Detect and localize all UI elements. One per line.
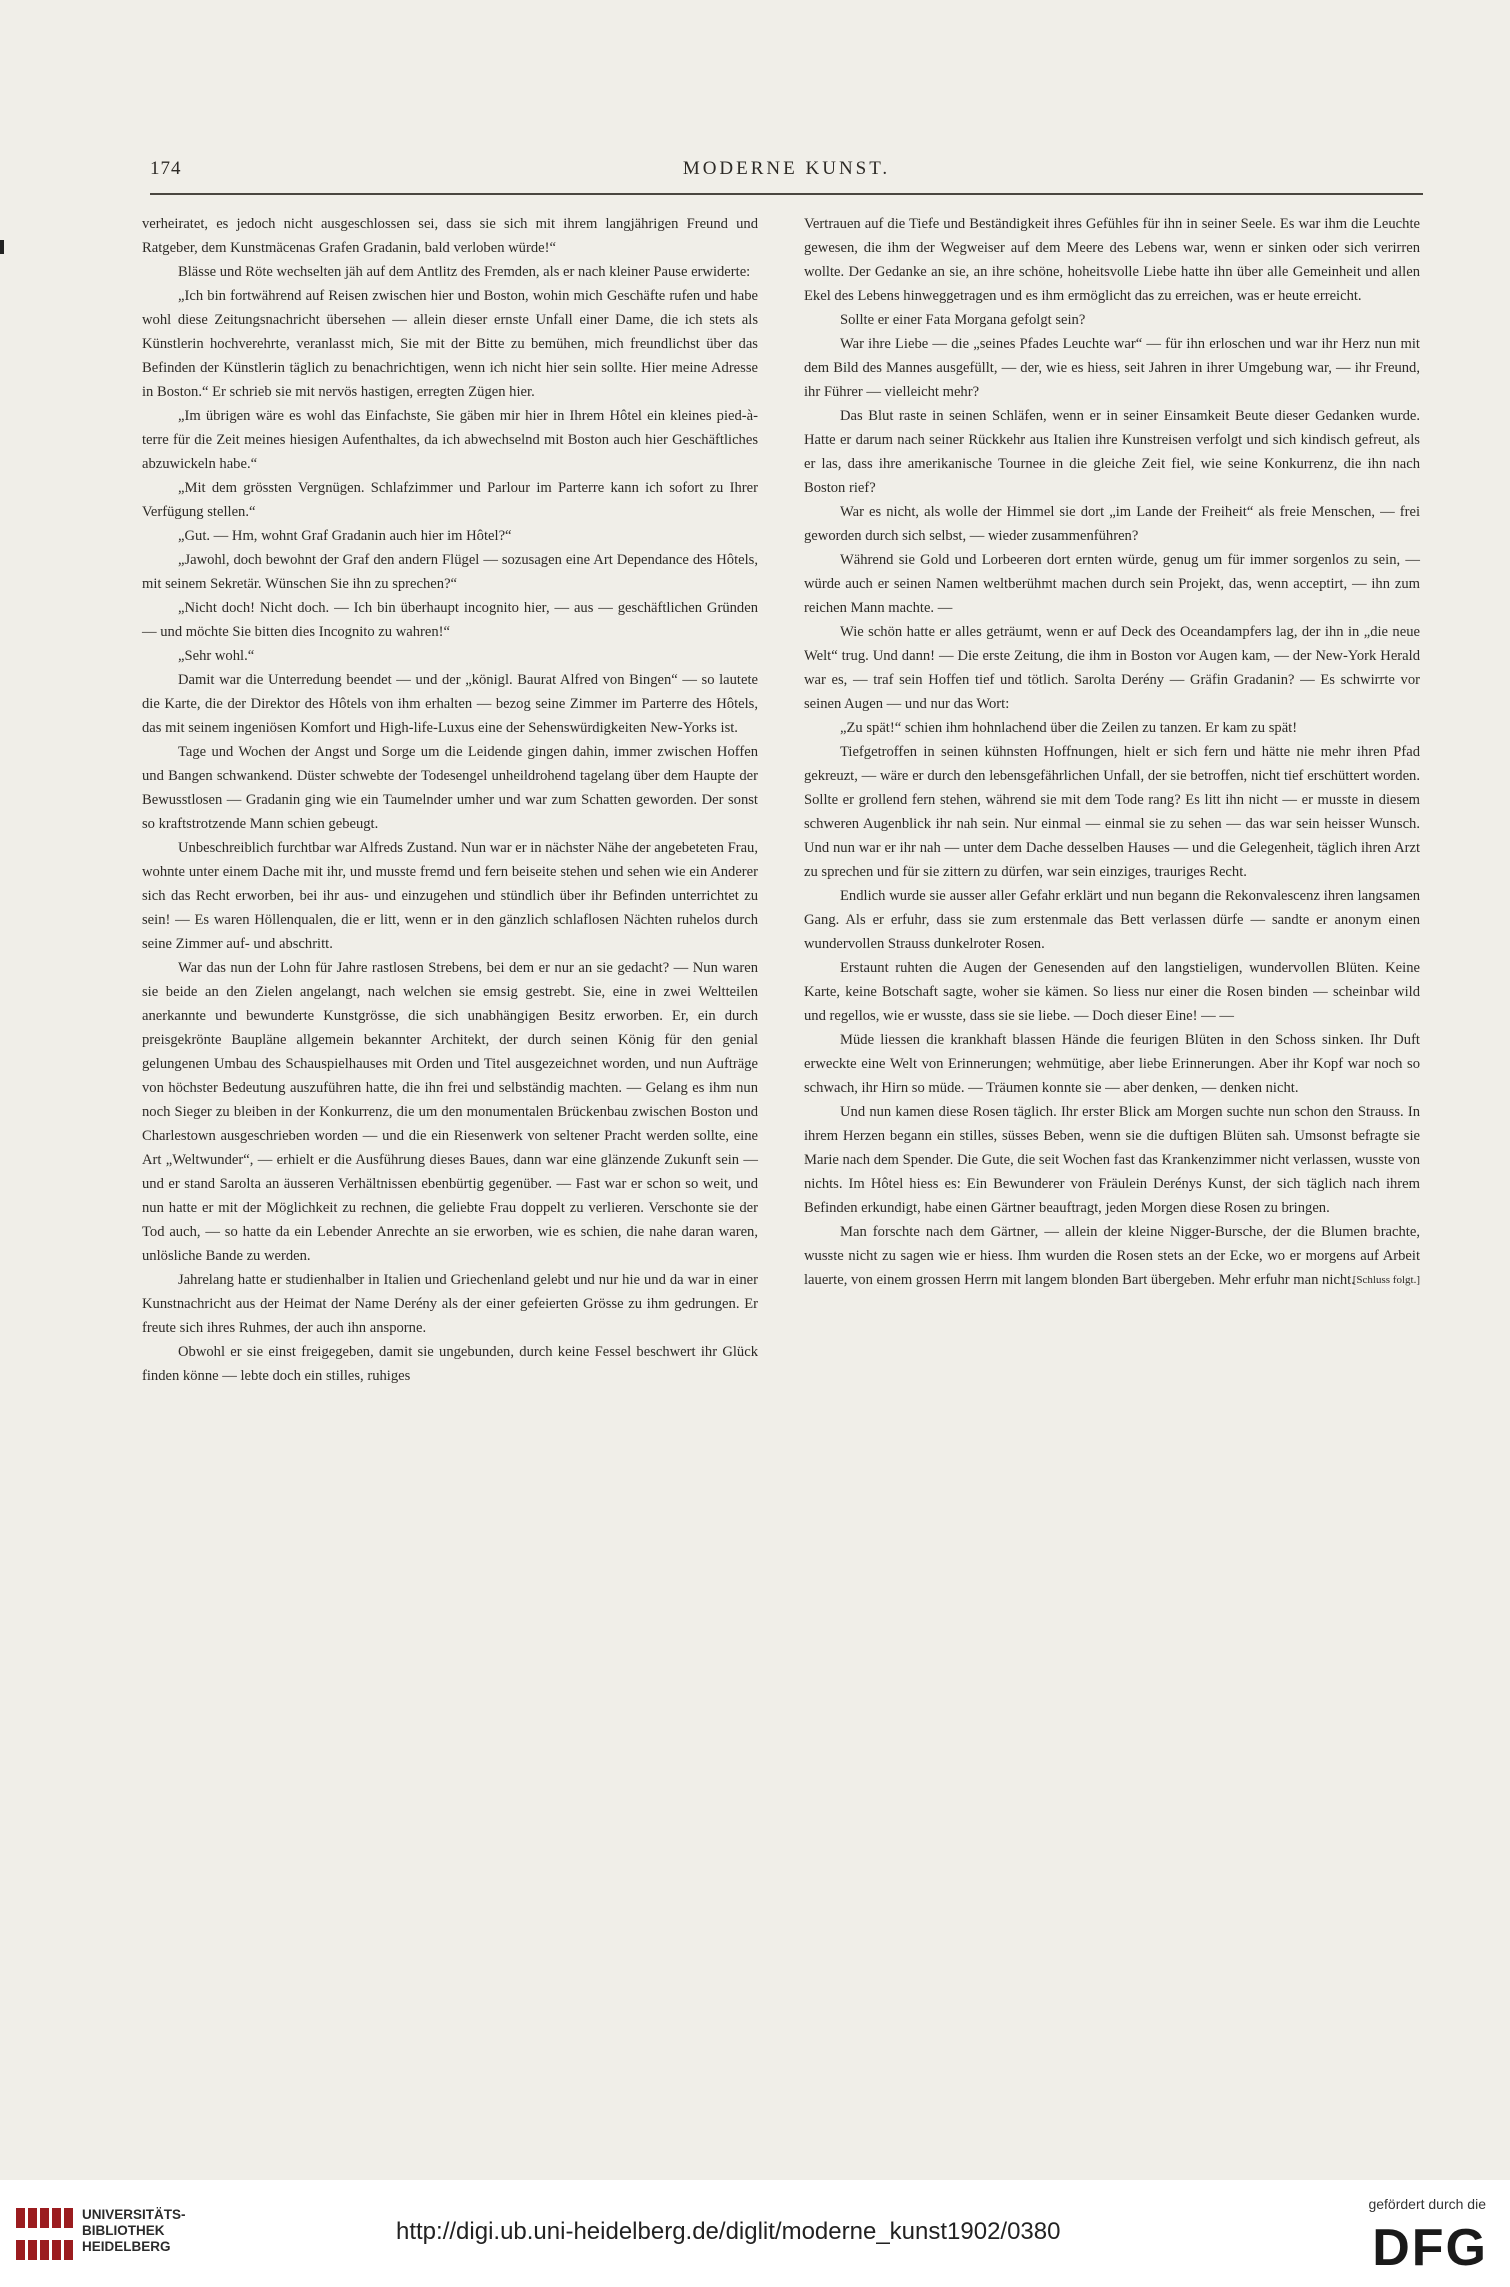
paragraph: War das nun der Lohn für Jahre rastlosen Strebens, bei dem er nur an sie gedacht? — Nun waren sie beide an den Zielen angelangt, nach welchen sie emsig gestrebt. Sie, eine in zwei Weltteilen anerkannte und bewunderte Kunstgrösse, die sich unabhängigen Besitz erworben. Er, ein durch preisgekrönte Baupläne allgemein bekannter Architekt, der durch seinen König für den genial gelungenen Umbau des Schauspielhauses mit Orden und Titel ausgezeichnet worden, und nun Aufträge von höchster Bedeutung auszuführen hatte, die ihn frei und selbständig machten. — Gelang es ihm nun noch Sieger zu bleiben in der Konkurrenz, die um den monumentalen Brückenbau zwischen Boston und Charlestown ausgeschrieben worden — und die ein Riesenwerk von seltener Pracht werden sollte, eine Art „Weltwunder“, — erhielt er die Ausführung dieses Baues, dann war eine glänzende Zukunft sein — und er stand Sarolta an äusseren Verhältnissen ebenbürtig gegenüber. — Fast war er schon so weit, und nun hatte er mit der Möglichkeit zu rechnen, die geliebte Frau doppelt zu verlieren. Verschonte sie der Tod auch, — so hatte da ein Lebender Anrechte an sie erworben, wie es schien, die nahe daran waren, unlösliche Bande zu werden. (142, 960, 758, 1264)
paragraph: Blässe und Röte wechselten jäh auf dem Antlitz des Fremden, als er nach kleiner Pause erwiderte: (178, 264, 751, 280)
paragraph: „Zu spät!“ schien ihm hohnlachend über die Zeilen zu tanzen. Er kam zu spät! (840, 720, 1298, 736)
paragraph: „Ich bin fortwährend auf Reisen zwischen hier und Boston, wohin mich Geschäfte rufen und habe wohl diese Zeitungsnachricht übersehen — allein dieser ernste Unfall einer Dame, die ich stets als Künstlerin hochverehrte, veranlasst mich, Sie mit der Bitte zu bemühen, mich freundlichst über das Befinden der Künstlerin täglich zu benachrichtigen, wenn ich nicht hier sein sollte. Hier meine Adresse in Boston.“ Er schrieb sie mit nervös hastigen, erregten Zügen hier. (142, 288, 758, 400)
paragraph: Müde liessen die krankhaft blassen Hände die feurigen Blüten in den Schoss sinken. Ihr Duft erweckte eine Welt von Erinnerungen; wehmütige, aber liebe Erinnerungen. Aber ihr Kopf war noch so schwach, ihr Hirn so müde. — Träumen konnte sie — aber denken, — denken nicht. (804, 1032, 1420, 1096)
paragraph: „Nicht doch! Nicht doch. — Ich bin überhaupt incognito hier, — aus — geschäftlichen Gründen — und möchte Sie bitten dies Incognito zu wahren!“ (142, 600, 758, 640)
paragraph: Tage und Wochen der Angst und Sorge um die Leidende gingen dahin, immer zwischen Hoffen und Bangen schwankend. Düster schwebte der Todesengel unheildrohend tagelang über dem Haupte der Bewusstlosen — Gradanin ging wie ein Taumelnder umher und war zum Schatten geworden. Der sonst so kraftstrotzende Mann schien gebeugt. (142, 744, 758, 832)
paragraph: Man forschte nach dem Gärtner, — allein der kleine Nigger-Bursche, der die Blumen brachte, wusste nicht zu sagen wie er hiess. Ihm wurden die Rosen stets an der Ecke, wo er morgens auf Arbeit lauerte, von einem grossen Herrn mit langem blonden Bart übergeben. Mehr erfuhr man nicht. (804, 1224, 1420, 1288)
paragraph: Damit war die Unterredung beendet — und der „königl. Baurat Alfred von Bingen“ — so lautete die Karte, die der Direktor des Hôtels von ihm erhalten — bezog seine Zimmer im Parterre des Hôtels, das mit seinem ingeniösen Komfort und High-life-Luxus eine der Sehenswürdigkeiten New-Yorks ist. (142, 672, 758, 736)
paragraph: Endlich wurde sie ausser aller Gefahr erklärt und nun begann die Rekonvalescenz ihren langsamen Gang. Als er erfuhr, dass sie zum erstenmale das Bett verlassen dürfe — sandte er anonym einen wundervollen Strauss dunkelroter Rosen. (804, 888, 1420, 952)
paragraph: „Mit dem grössten Vergnügen. Schlafzimmer und Parlour im Parterre kann ich sofort zu Ihrer Verfügung stellen.“ (142, 480, 758, 520)
paragraph: Während sie Gold und Lorbeeren dort ernten würde, genug um für immer sorgenlos zu sein, — würde auch er seinen Namen weltberühmt machen durch sein Projekt, das, wenn acceptirt, — ihn zum reichen Mann machte. — (804, 552, 1420, 616)
permalink-url[interactable]: http://digi.ub.uni-heidelberg.de/diglit/moderne_kunst1902/0380 (396, 2218, 1061, 2245)
header-rule (150, 193, 1423, 195)
paragraph: „Im übrigen wäre es wohl das Einfachste, Sie gäben mir hier in Ihrem Hôtel ein kleines pied-à-terre für die Zeit meines hiesigen Aufenthaltes, da ich abwechselnd mit Boston auch hier Geschäftliches abzuwickeln habe.“ (142, 408, 758, 472)
paragraph: Tiefgetroffen in seinen kühnsten Hoffnungen, hielt er sich fern und hätte nie mehr ihren Pfad gekreuzt, — wäre er durch den lebensgefährlichen Unfall, der sie betroffen, nicht tief erschüttert worden. Sollte er grollend fern stehen, während sie mit dem Tode rang? Es litt ihn nicht — er musste in diesem schweren Augenblick ihr nah sein. Nur einmal — einmal sie zu sehen — das war sein heisser Wunsch. Und nun war er ihr nah — unter dem Dache desselben Hauses — und die Gelegenheit, täglich ihren Arzt zu sprechen und für sie zittern zu dürfen, war sein einziges, trauriges Recht. (804, 744, 1420, 880)
paragraph: Unbeschreiblich furchtbar war Alfreds Zustand. Nun war er in nächster Nähe der angebeteten Frau, wohnte unter einem Dache mit ihr, und musste fremd und fern beiseite stehen und sehen wie ein Anderer sich das Recht erworben, bei ihr aus- und einzugehen und stündlich über ihr Befinden unterrichtet zu sein! — Es waren Höllenqualen, die er litt, wenn er in den gänzlich schlaflosen Nächten ruhelos durch seine Zimmer auf- und abschritt. (142, 840, 758, 952)
running-title: MODERNE KUNST. (682, 158, 891, 179)
library-name (82, 2207, 186, 2255)
paragraph: Vertrauen auf die Tiefe und Beständigkeit ihres Gefühles für ihn in seiner Seele. Es war ihm die Leuchte gewesen, die ihm der Wegweiser auf dem Meere des Lebens war, wenn er sinken oder sich verirren wollte. Der Gedanke an sie, an ihre schöne, hoheitsvolle Liebe hatte ihn über alle Gemeinheit und allen Ekel des Lebens hinweggetragen und es ihm ermöglicht das zu erreichen, was er heute erreicht. (804, 216, 1420, 304)
library-logo[interactable] (14, 2200, 184, 2270)
library-name-line: UNIVERSITÄTS- (82, 2207, 186, 2222)
page-header (150, 158, 1423, 188)
scan-edge-mark (0, 240, 4, 254)
left-column (142, 212, 758, 1388)
library-name-line: BIBLIOTHEK (82, 2223, 165, 2238)
paragraph: War es nicht, als wolle der Himmel sie dort „im Lande der Freiheit“ als freie Menschen, — frei geworden durch sich selbst, — wieder zusammenführen? (804, 504, 1420, 544)
continuation-note: [Schluss folgt.] (1352, 1274, 1420, 1286)
paragraph: Wie schön hatte er alles geträumt, wenn er auf Deck des Oceandampfers lag, der ihn in „die neue Welt“ trug. Und dann! — Die erste Zeitung, die ihm in Boston vor Augen kam, — der New-York Herald war es, — traf sein Hoffen tief und tötlich. Sarolta Derény — Gräfin Gradanin? — Es schwirrte vor seinen Augen — und nur das Wort: (804, 624, 1420, 712)
paragraph: Sollte er einer Fata Morgana gefolgt sein? (840, 312, 1086, 328)
dfg-logo[interactable]: DFG (1372, 2219, 1488, 2277)
paragraph: „Gut. — Hm, wohnt Graf Gradanin auch hier im Hôtel?“ (178, 528, 512, 544)
paragraph: Erstaunt ruhten die Augen der Genesenden auf den langstieligen, wundervollen Blüten. Keine Karte, keine Botschaft sagte, woher sie kämen. So liess nur einer die Rosen binden — scheinbar wild und regellos, wie er wusste, dass sie sie liebe. — Doch dieser Eine! — — (804, 960, 1420, 1024)
paragraph: Und nun kamen diese Rosen täglich. Ihr erster Blick am Morgen suchte nun schon den Strauss. In ihrem Herzen begann ein stilles, süsses Beben, wenn sie die duftigen Blüten sah. Umsonst befragte sie Marie nach dem Spender. Die Gute, die seit Wochen fast das Krankenzimmer nicht verlassen, wusste von nichts. Im Hôtel hiess es: Ein Bewunderer von Fräulein Derénys Kunst, der sich täglich nach ihrem Befinden erkundigt, habe einen Gärtner beauftragt, jeden Morgen diese Rosen zu bringen. (804, 1104, 1420, 1216)
paragraph: „Sehr wohl.“ (178, 648, 255, 664)
paragraph: „Jawohl, doch bewohnt der Graf den andern Flügel — sozusagen eine Art Dependance des Hôtels, mit seinem Sekretär. Wünschen Sie ihn zu sprechen?“ (142, 552, 758, 592)
university-library-icon (14, 2202, 78, 2266)
paragraph: Das Blut raste in seinen Schläfen, wenn er in seiner Einsamkeit Beute dieser Gedanken wurde. Hatte er darum nach seiner Rückkehr aus Italien ihre Kunstreisen verfolgt und sich kindisch gefreut, als er las, dass ihre amerikanische Tournee in die gleiche Zeit fiel, wie seine Konkurrenz, die ihn nach Boston rief? (804, 408, 1420, 496)
page-number: 174 (150, 158, 182, 179)
paragraph: War ihre Liebe — die „seines Pfades Leuchte war“ — für ihn erloschen und war ihr Herz nun mit dem Bild des Mannes ausgefüllt, — der, wie es hiess, seit Jahren in ihrer Umgebung war, — ihr Freund, ihr Führer — vielleicht mehr? (804, 336, 1420, 400)
library-name-line: HEIDELBERG (82, 2239, 171, 2254)
funding-label: gefördert durch die (1368, 2196, 1486, 2212)
paragraph: verheiratet, es jedoch nicht ausgeschlossen sei, dass sie sich mit ihrem langjährigen Freund und Ratgeber, dem Kunstmäcenas Grafen Gradanin, bald verloben würde!“ (142, 216, 758, 256)
viewer-footer (0, 2180, 1510, 2287)
paragraph: Obwohl er sie einst freigegeben, damit sie ungebunden, durch keine Fessel beschwert ihr Glück finden könne — lebte doch ein stilles, ruhiges (142, 1344, 758, 1384)
paragraph: Jahrelang hatte er studienhalber in Italien und Griechenland gelebt und nur hie und da war in einer Kunstnachricht aus der Heimat der Name Derény als der einer gefeierten Grösse zu ihm gedrungen. Er freute sich ihres Ruhmes, der auch ihn ansporne. (142, 1272, 758, 1336)
right-column (804, 212, 1420, 1292)
